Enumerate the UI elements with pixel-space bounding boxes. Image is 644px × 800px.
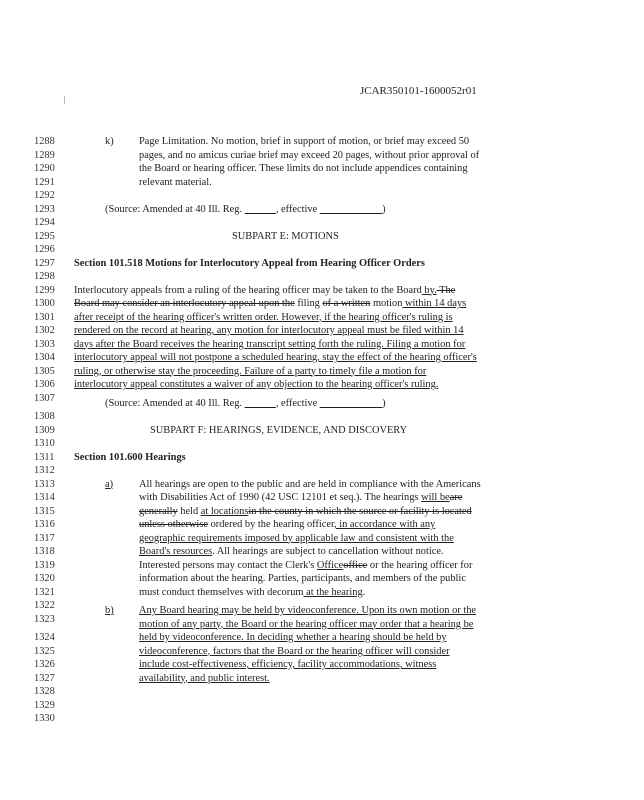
line-number: 1322 <box>34 600 55 611</box>
line-number: 1326 <box>34 659 55 670</box>
item-a-line-8: information about the hearing. Parties, participants, and members of the public <box>139 573 466 584</box>
item-k-label: k) <box>105 136 114 147</box>
line-number: 1310 <box>34 438 55 449</box>
line-number: 1329 <box>34 699 55 711</box>
line-number: 1292 <box>34 190 55 201</box>
line-number: 1293 <box>34 203 55 215</box>
subpart-e-heading: SUBPART E: MOTIONS <box>232 230 339 242</box>
item-a-line-2: with Disabilities Act of 1990 (42 USC 12101 et seq.). The hearings will beare <box>139 492 463 503</box>
item-a-line-7: Interested persons may contact the Clerk's Officeoffice or the hearing officer for <box>139 559 473 571</box>
line-number: 1311 <box>34 451 55 463</box>
source-note-2: (Source: Amended at 40 Ill. Reg. ______, effective ____________) <box>105 397 386 409</box>
item-a-line-6: Board's resources. All hearings are subject to cancellation without notice. <box>139 546 444 557</box>
section-518-line-2: Board may consider an interlocutory appeal upon the filing of a written motion within 14 days <box>74 298 467 309</box>
item-b-line-5: include cost-effectiveness, efficiency, facility accommodations, witness <box>139 659 437 670</box>
line-number: 1298 <box>34 271 55 282</box>
subpart-f-heading: SUBPART F: HEARINGS, EVIDENCE, AND DISCOVERY <box>150 424 408 436</box>
line-number: 1315 <box>34 505 55 517</box>
section-518-line-6: interlocutory appeal will not postpone a scheduled hearing, stay the effect of the hearing officer's <box>74 352 477 363</box>
line-number: 1302 <box>34 325 55 336</box>
line-number: 1323 <box>34 613 55 625</box>
line-number: 1325 <box>34 645 55 657</box>
item-a-line-5: geographic requirements imposed by applicable law and consistent with the <box>139 532 454 544</box>
item-a-line-9: must conduct themselves with decorum at the hearing. <box>139 586 366 598</box>
line-number: 1299 <box>34 284 55 296</box>
section-518-line-5: days after the Board receives the hearing transcript setting forth the ruling. Filing a motion for <box>74 338 466 350</box>
source-note-1: (Source: Amended at 40 Ill. Reg. ______, effective ____________) <box>105 203 386 215</box>
line-number: 1301 <box>34 311 55 323</box>
line-number: 1306 <box>34 379 55 390</box>
section-600-title: Section 101.600 Hearings <box>74 451 186 463</box>
item-b-line-2: motion of any party, the Board or the hearing officer may order that a hearing be <box>139 618 474 630</box>
line-number: 1296 <box>34 244 55 255</box>
item-a-line-4: unless otherwise ordered by the hearing officer, in accordance with any <box>139 519 436 530</box>
line-number: 1307 <box>34 392 55 404</box>
section-518-line-4: rendered on the record at hearing, any motion for interlocutory appeal must be filed within 14 <box>74 325 464 336</box>
line-number: 1330 <box>34 713 55 724</box>
line-number: 1294 <box>34 217 55 228</box>
item-a-line-1: All hearings are open to the public and are held in compliance with the Americans <box>139 478 481 490</box>
line-number: 1317 <box>34 532 55 544</box>
line-number: 1288 <box>34 136 55 147</box>
line-number: 1291 <box>34 176 55 188</box>
item-k-line-1: Page Limitation. No motion, brief in support of motion, or brief may exceed 50 <box>139 136 470 147</box>
line-number: 1304 <box>34 352 55 363</box>
line-number: 1321 <box>34 586 55 598</box>
item-a-label: a) <box>105 478 114 490</box>
section-518-line-7: ruling, or otherwise stay the proceeding. Failure of a party to timely file a motion for <box>74 365 427 377</box>
line-number: 1320 <box>34 573 55 584</box>
line-number: 1328 <box>34 686 55 697</box>
document-id-header: JCAR350101-1600052r01 <box>360 85 477 97</box>
section-518-line-3: after receipt of the hearing officer's written order. However, if the hearing officer's ruling is <box>74 311 453 323</box>
section-518-line-8: interlocutory appeal constitutes a waiver of any objection to the hearing officer's ruling. <box>74 379 439 390</box>
section-518-line-1: Interlocutory appeals from a ruling of the hearing officer may be taken to the Board by. The <box>74 284 456 296</box>
item-b-line-3: held by videoconference. In deciding whether a hearing should be held by <box>139 632 447 643</box>
line-number: 1327 <box>34 672 55 684</box>
line-number: 1313 <box>34 478 55 490</box>
line-number: 1305 <box>34 365 55 377</box>
line-number: 1318 <box>34 546 55 557</box>
line-number: 1316 <box>34 519 55 530</box>
line-number: 1295 <box>34 230 55 242</box>
item-b-label: b) <box>105 605 114 616</box>
item-b-line-1: Any Board hearing may be held by videoconference. Upon its own motion or the <box>139 605 477 616</box>
section-518-title: Section 101.518 Motions for Interlocutory Appeal from Hearing Officer Orders <box>74 257 425 269</box>
line-number: 1309 <box>34 424 55 436</box>
line-number: 1312 <box>34 465 55 476</box>
line-number: 1308 <box>34 411 55 422</box>
line-number: 1319 <box>34 559 55 571</box>
item-b-line-4: videoconference, factors that the Board or the hearing officer will consider <box>139 645 450 657</box>
item-k-line-2: pages, and no amicus curiae brief may exceed 20 pages, without prior approval of <box>139 149 480 161</box>
item-b-line-6: availability, and public interest. <box>139 672 270 684</box>
line-number: 1289 <box>34 149 55 161</box>
line-number: 1303 <box>34 338 55 350</box>
margin-tick-mark <box>64 96 65 104</box>
line-number: 1324 <box>34 632 55 643</box>
line-number: 1290 <box>34 163 55 174</box>
line-number: 1297 <box>34 257 55 269</box>
item-a-line-3: generally held at locationsin the county in which the source or facility is located <box>139 505 472 517</box>
line-number: 1300 <box>34 298 55 309</box>
item-k-line-4: relevant material. <box>139 176 212 188</box>
item-k-line-3: the Board or hearing officer. These limits do not include appendices containing <box>139 163 468 174</box>
line-number: 1314 <box>34 492 55 503</box>
